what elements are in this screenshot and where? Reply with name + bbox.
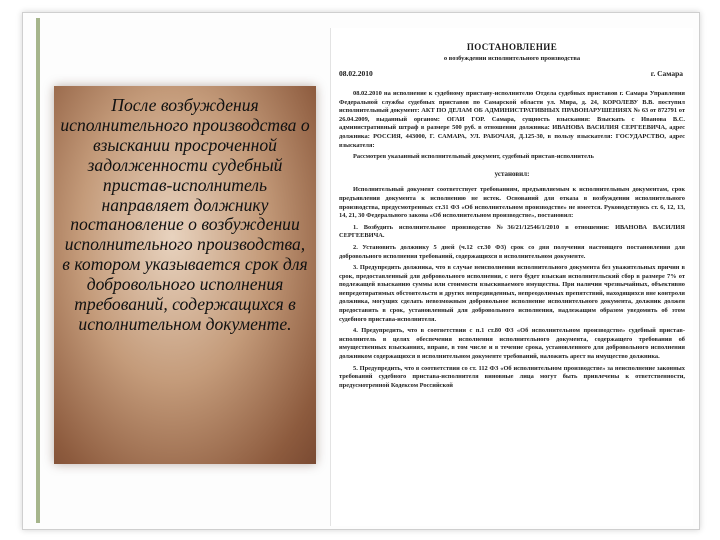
document-item-5: 5. Предупредить, что в соответствии со ст. 112 ФЗ «Об исполнительном производстве» за неисполнение законных требований судебного пристава-исполнителя виновные лица могут быть привлечены к ответственности, предусмотренной Кодексом Российской: [339, 364, 685, 389]
accent-bar: [36, 18, 40, 523]
document-item-2: 2. Установить должнику 5 дней (ч.12 ст.30 ФЗ) срок со дня получения настоящего постановления для добровольного исполнения требований, содержащихся в исполнительном документе.: [339, 243, 685, 260]
document-item-4: 4. Предупредить, что в соответствии с п.1 ст.80 ФЗ «Об исполнительном производстве» судебный пристав-исполнитель в целях обеспечения исполнения исполнительного документа, содержащего требования об имущественных взысканиях, вправе, в том числе и в течение срока, установленного для добровольного исполнения должником содержащихся в исполнительном документе требований, наложить арест на имущество должника.: [339, 327, 685, 361]
text-panel: [54, 86, 316, 464]
document-title: ПОСТАНОВЛЕНИЕ: [466, 42, 558, 52]
document-established-text: Исполнительный документ соответствует требованиям, предъявляемым к исполнительным документам, срок предъявления документа к исполнению не истек. Оснований для отказа в возбуждении исполнительного производства, предусмотренных ст.31 ФЗ «Об исполнительном производстве» не имеется. Руководствуясь ст. 6, 12, 13, 14, 21, 30 Федерального закона «Об исполнительном производстве», постановил:: [339, 186, 685, 220]
document-intro: 08.02.2010 на исполнение к судебному приставу-исполнителю Отдела судебных приставов г. Самара Управления Федеральной службы судебных приставов по Самарской области ул. Мира, д. 24, КОРОЛЕВУ В.В. поступил исполнительный документ: АКТ ПО ДЕЛАМ ОБ АДМИНИСТРАТИВНЫХ ПРАВОНАРУШЕНИЯХ № 63 от 872791 от 26.04.2009, выданный органом: ОГАИ ГОР. Самара, сущность взыскания: Взыскать с Иванова В.С. административный штраф в размере 500 руб. в отношении должника: ИВАНОВА ВАСИЛИЯ СЕРГЕЕВИЧА, адрес должника: РОССИЯ, 443000, Г. САМАРА, УЛ. РАБОЧАЯ, Д.125-30, в пользу взыскателя: ГОСУДАРСТВО, адрес взыскателя:: [339, 90, 685, 149]
document-date: 08.02.2010: [339, 69, 373, 78]
document-established-heading: установил:: [494, 169, 530, 178]
document-city: г. Самара: [650, 69, 683, 78]
document-item-1: 1. Возбудить исполнительное производство №36/21/12546/1/2010 в отношении: ИВАНОВА ВАСИЛИЯ СЕРГЕЕВИЧА.: [339, 223, 685, 240]
document-subtitle: о возбуждении исполнительного производства: [443, 55, 581, 62]
document-body: [339, 90, 685, 393]
panel-text: После возбуждения исполнительного производства о взыскании просроченной задолженности судебный пристав-исполнитель направляет должнику постановление о возбуждении исполнительного производства, в котором указывается срок для добровольного исполнения требований, содержащихся в исполнительном документе.: [60, 95, 310, 334]
document-item-3: 3. Предупредить должника, что в случае неисполнения исполнительного документа без уважительных причин в срок, предоставленный для добровольного исполнения, с него будет взыскан исполнительский сбор в размере 7% от подлежащей взысканию суммы или стоимости взыскиваемого имущества. При наличии чрезвычайных, объективно непредотвратимых обстоятельств и других непредвиденных, непреодолимых препятствий, находящихся вне контроля должника, могущих сделать невозможным добровольное исполнение исполнительного документа, должник должен предоставить в срок, установленный для добровольного исполнения, надлежащим образом уведомить об этом судебного пристава-исполнителя.: [339, 264, 685, 323]
document-review: Рассмотрев указанный исполнительный документ, судебный пристав-исполнитель: [353, 153, 594, 161]
document-image: [330, 28, 693, 526]
